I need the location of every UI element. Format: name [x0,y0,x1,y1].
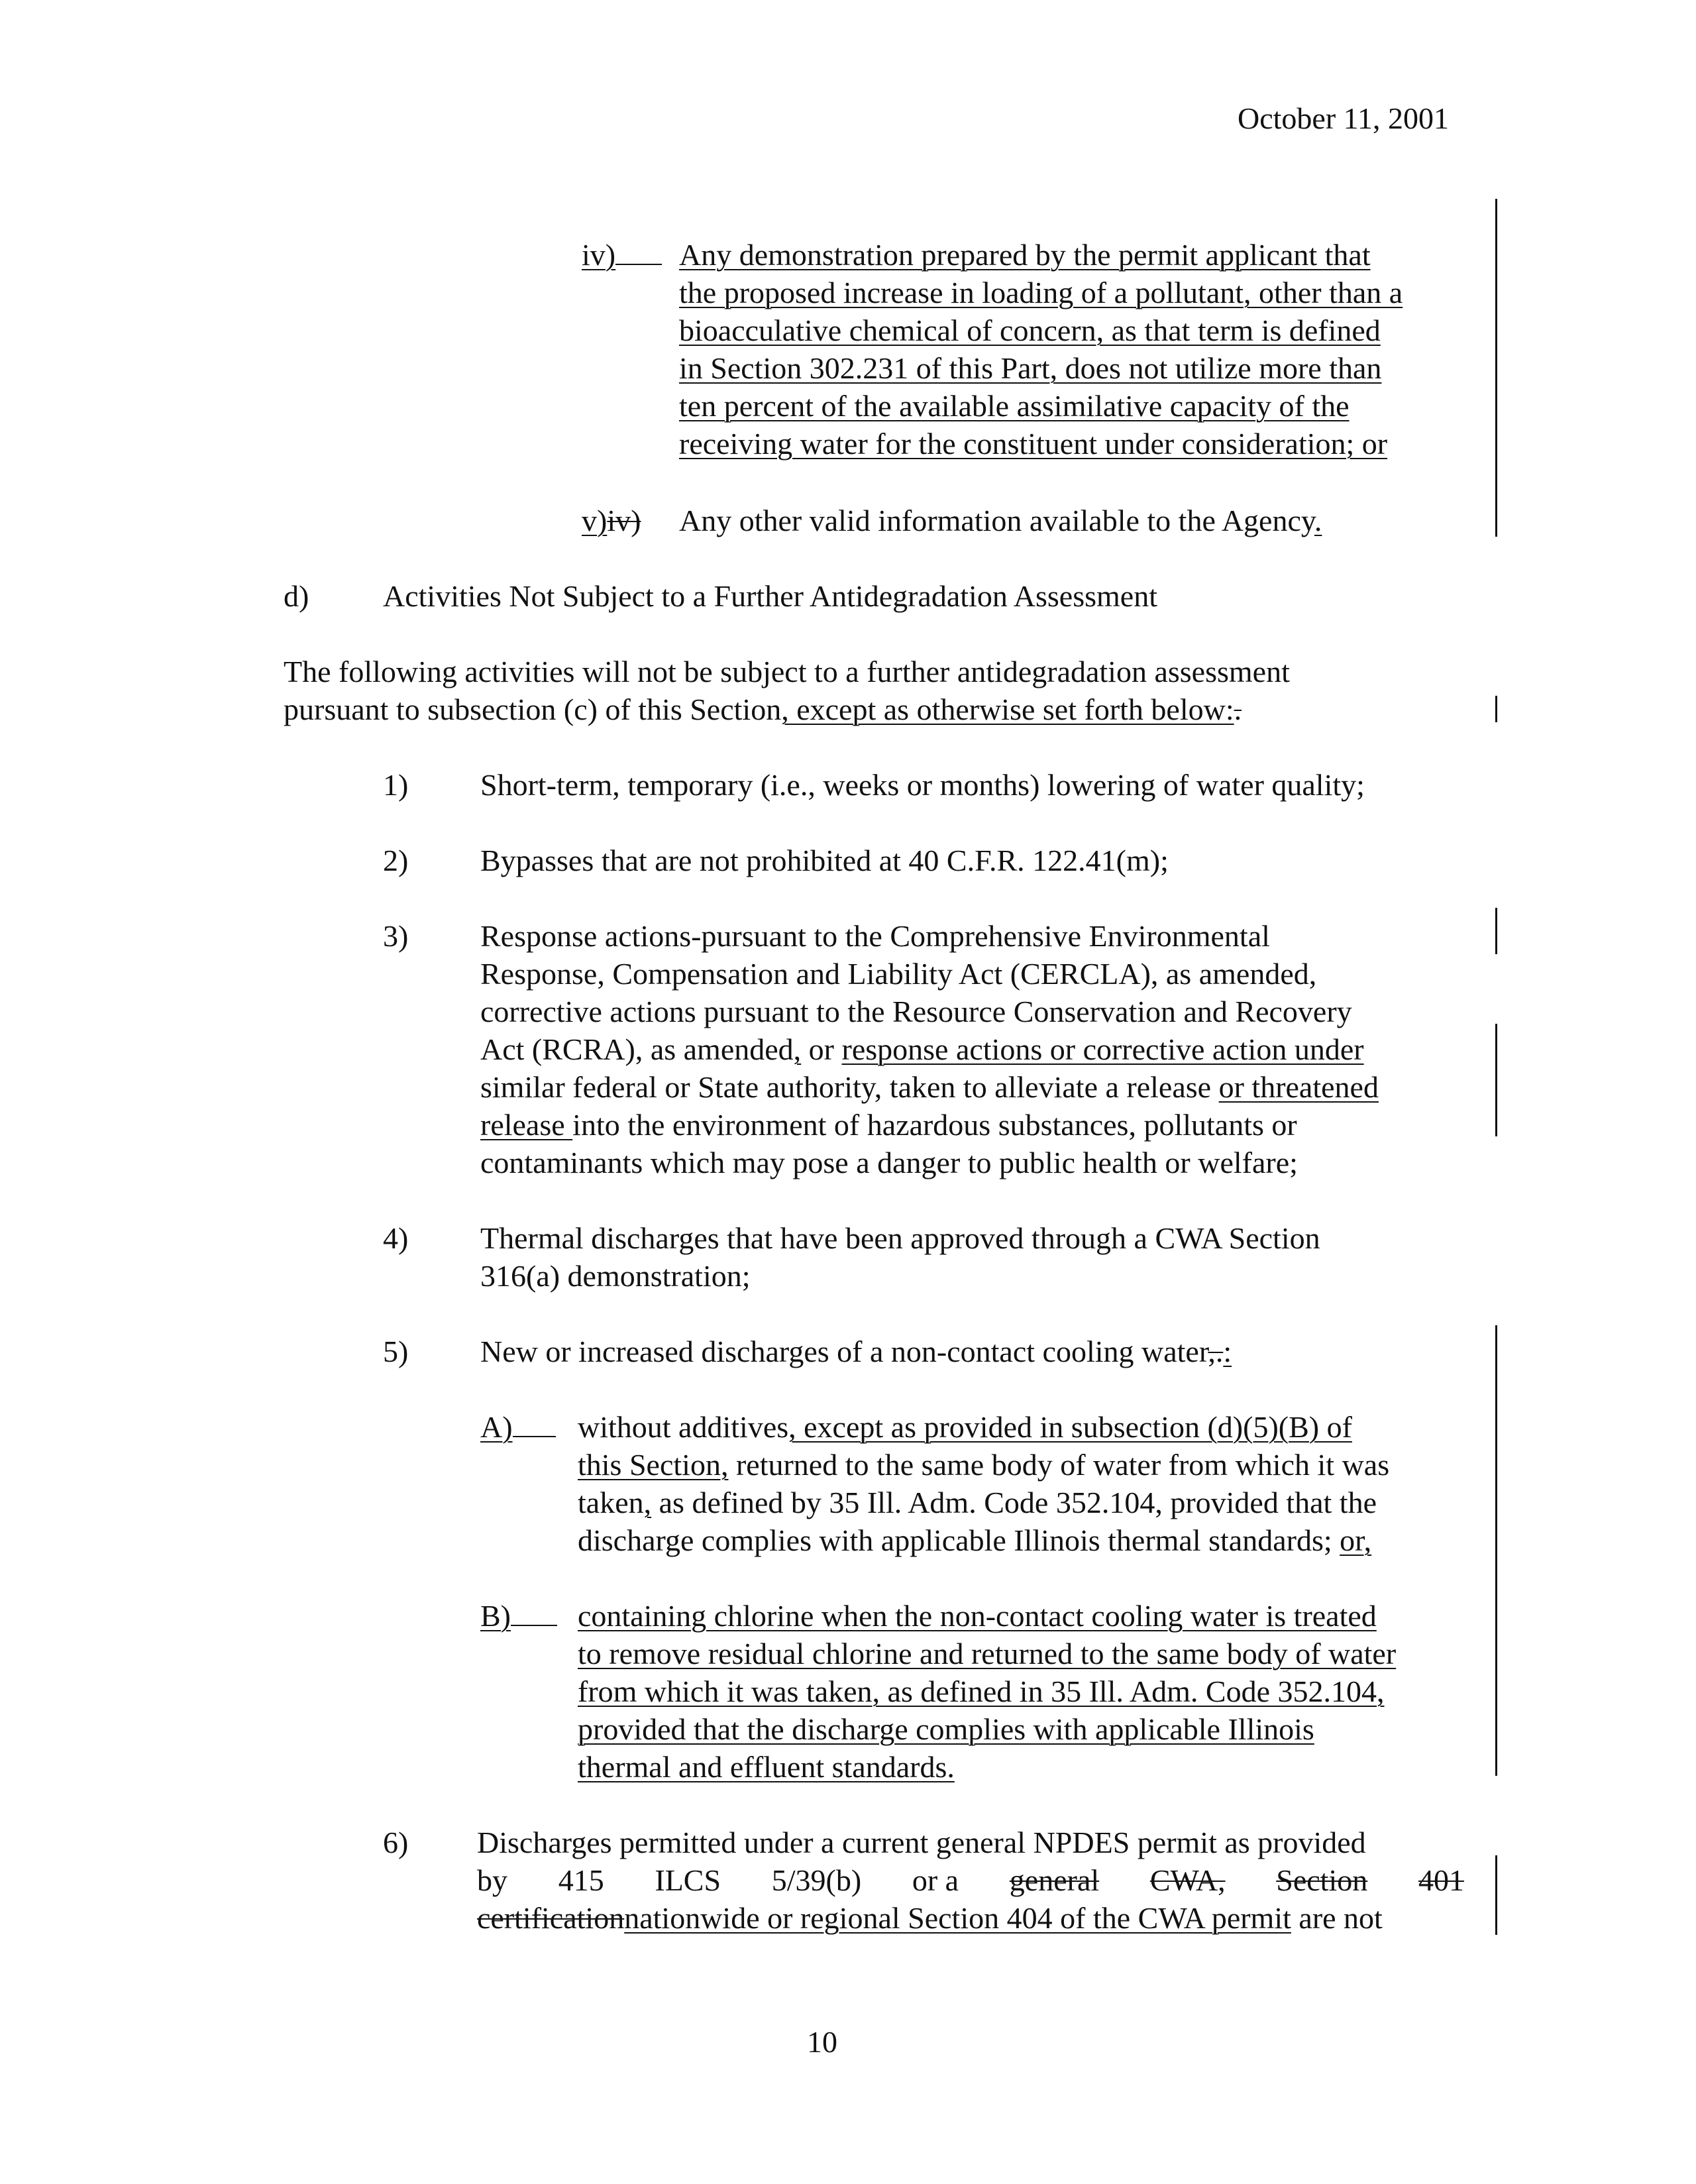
change-bar [1495,1024,1497,1136]
item-iv-line: ten percent of the available assimilative capacity of the [679,389,1350,423]
item-3-line: Act (RCRA), as amended, or response actions or corrective action under [480,1032,1364,1066]
item-3-line: corrective actions pursuant to the Resource Conservation and Recovery [480,995,1352,1028]
item-5b-line: thermal and effluent standards. [578,1750,955,1784]
item-iv-line: receiving water for the constituent under consideration; or [679,427,1388,461]
item-iv-line: Any demonstration prepared by the permit applicant that [679,238,1371,272]
intro-line: The following activities will not be subject to a further antidegradation assessment [284,655,1290,688]
item-5a-line: discharge complies with applicable Illinois thermal standards; or, [578,1523,1372,1557]
item-1-number: 1) [383,768,409,802]
item-5b-line: provided that the discharge complies with applicable Illinois [578,1712,1314,1746]
item-6-number: 6) [383,1826,409,1859]
item-iv-line: the proposed increase in loading of a pollutant, other than a [679,276,1403,309]
item-5a-line: without additives, except as provided in subsection (d)(5)(B) of [578,1410,1352,1444]
item-iv-label: iv) [582,236,662,274]
item-5a-line: this Section, returned to the same body of water from which it was [578,1448,1390,1482]
item-3-line: contaminants which may pose a danger to public health or welfare; [480,1146,1298,1179]
item-5b-line: from which it was taken, as defined in 35 Ill. Adm. Code 352.104, [578,1674,1385,1708]
change-bar [1495,1325,1497,1776]
item-v-label: v)iv) [582,504,641,537]
item-3-line: Response, Compensation and Liability Act (CERCLA), as amended, [480,957,1317,991]
change-bar [1495,696,1497,722]
section-d-label: d) [284,579,309,613]
item-5a-line: taken, as defined by 35 Ill. Adm. Code 352.104, provided that the [578,1486,1377,1519]
item-2-number: 2) [383,844,409,877]
item-2-text: Bypasses that are not prohibited at 40 C.F.R. 122.41(m); [480,844,1169,877]
item-6-line: certificationnationwide or regional Section 404 of the CWA permit are not [477,1901,1383,1935]
item-1-text: Short-term, temporary (i.e., weeks or months) lowering of water quality; [480,768,1365,802]
item-5b-label: B) [480,1597,557,1635]
item-5-number: 5) [383,1335,409,1368]
change-bar [1495,908,1497,954]
item-4-line: 316(a) demonstration; [480,1259,751,1293]
page-number: 10 [807,2025,837,2059]
item-4-line: Thermal discharges that have been approved through a CWA Section [480,1221,1320,1255]
item-5b-line: containing chlorine when the non-contact cooling water is treated [578,1599,1377,1633]
item-3-line: release into the environment of hazardous substances, pollutants or [480,1108,1297,1142]
item-3-number: 3) [383,919,409,953]
item-5-text: New or increased discharges of a non-contact cooling water,.: [480,1335,1232,1368]
item-iv-line: in Section 302.231 of this Part, does not utilize more than [679,351,1382,385]
header-date: October 11, 2001 [1238,101,1449,135]
item-5b-line: to remove residual chlorine and returned to the same body of water [578,1637,1397,1670]
item-4-number: 4) [383,1221,409,1255]
change-bar [1495,1855,1497,1935]
item-iv-line: bioacculative chemical of concern, as that term is defined [679,313,1381,347]
change-bar [1495,199,1497,537]
item-6-line: Discharges permitted under a current general NPDES permit as provided [477,1826,1366,1859]
item-5a-label: A) [480,1408,556,1447]
item-3-line: similar federal or State authority, taken to alleviate a release or threatened [480,1070,1379,1104]
item-v-text: Any other valid information available to the Agency. [679,504,1322,537]
item-6-line: by 415 ILCS 5/39(b) or a general CWA, Section 401 [477,1863,1464,1897]
item-3-line: Response actions-pursuant to the Comprehensive Environmental [480,919,1270,953]
intro-line: pursuant to subsection (c) of this Section, except as otherwise set forth below:. [284,692,1242,726]
section-d-heading: Activities Not Subject to a Further Antidegradation Assessment [383,579,1158,613]
